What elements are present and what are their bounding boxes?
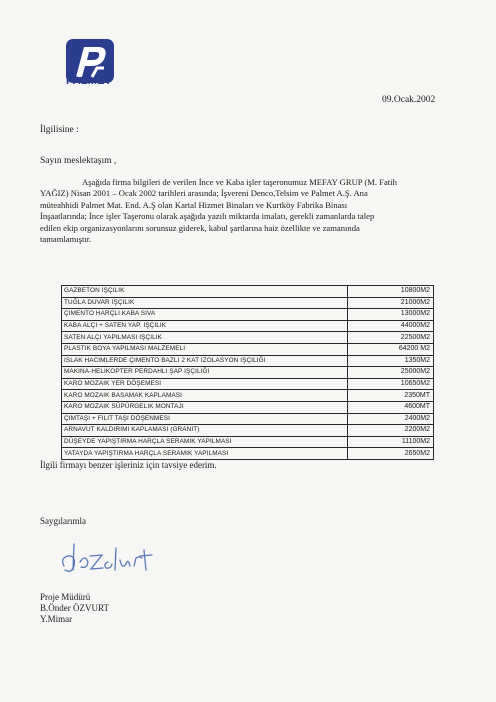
quantity-cell: 2650M2 [348, 448, 434, 460]
attention-line: İlgilisine : [40, 125, 79, 135]
table-row [62, 343, 434, 355]
signer-title: Proje Müdürü [40, 592, 91, 602]
quantity-cell: 64200 M2 [348, 343, 434, 355]
signer-role: Y.Mimar [40, 614, 73, 624]
work-item-cell: SATEN ALÇI YAPILMASI IŞÇILIK [62, 332, 348, 344]
work-item-cell: ARNAVUT KALDIRIMI KAPLAMASI (GRANIT) [62, 425, 348, 437]
work-item-cell: KARO MOZAIK SÜPÜRGELIK MONTAJI [62, 401, 348, 413]
table-row [62, 448, 434, 460]
table-row [62, 425, 434, 437]
work-item-cell: GAZBETON IŞÇILIK [62, 286, 348, 298]
work-item-cell: KARO MOZAIK YER DÖŞEMESI [62, 378, 348, 390]
quantity-cell: 13000M2 [348, 309, 434, 321]
work-item-cell: YATAYDA YAPIŞTIRMA HARÇLA SERAMIK YAPILMASI [62, 448, 348, 460]
work-item-cell: ÇIMENTO HARÇLI KABA SIVA [62, 309, 348, 321]
table-row [62, 401, 434, 413]
logo-wordmark: PALMET [66, 75, 112, 87]
work-item-cell: PLASTIK BOYA YAPILMASI MALZEMELI [62, 343, 348, 355]
quantity-cell: 11100M2 [348, 436, 434, 448]
salutation: Sayın meslektaşım , [40, 156, 117, 166]
quantity-cell: 10650M2 [348, 378, 434, 390]
quantity-cell: 2350MT [348, 390, 434, 402]
quantity-cell: 21000M2 [348, 297, 434, 309]
table-row [62, 390, 434, 402]
quantity-cell: 1350M2 [348, 355, 434, 367]
signer-name: B.Önder ÖZVURT [40, 603, 109, 613]
table-row [62, 367, 434, 379]
quantity-cell: 10800M2 [348, 286, 434, 298]
table-row [62, 297, 434, 309]
table-row [62, 286, 434, 298]
work-item-cell: ÇIMTAŞI + FILIT TAŞI DÖŞENMESI [62, 413, 348, 425]
work-quantities-table [61, 285, 434, 460]
table-row [62, 309, 434, 321]
body-line: edilen ekip organizasyonlarını sorunsuz giderek, kabul şartlarına haiz özellikte ve zamanında [40, 222, 360, 233]
body-line: Aşağıda firma bilgileri de verilen İnce ve Kaba işler taşeronumuz MEFAY GRUP (M. Fatih [82, 177, 397, 187]
table-row [62, 378, 434, 390]
work-item-cell: ISLAK HACIMLERDE ÇIMENTO BAZLI 2 KAT IZOLASYON IŞÇILIĞI [62, 355, 348, 367]
letter-body [40, 177, 445, 245]
work-item-cell: TUĞLA DUVAR IŞÇILIK [62, 297, 348, 309]
table-row [62, 355, 434, 367]
recommendation-text: İlgili firmayı benzer işleriniz için tavsiye ederim. [40, 460, 217, 470]
body-line: İnşaatlarında; İnce işler Taşeronu olarak aşağıda yazılı miktarda imalatı, gerekli zamanlarda talep [40, 211, 375, 222]
handwritten-signature [58, 540, 158, 580]
quantity-cell: 44000M2 [348, 320, 434, 332]
quantity-cell: 2400M2 [348, 413, 434, 425]
letter-date: 09.Ocak.2002 [382, 95, 436, 105]
closing-text: Saygılarımla [40, 516, 86, 526]
quantity-cell: 4600MT [348, 401, 434, 413]
quantity-cell: 25000M2 [348, 367, 434, 379]
table-row [62, 413, 434, 425]
work-item-cell: DÜŞEYDE YAPIŞTIRMA HARÇLA SERAMIK YAPILMASI [62, 436, 348, 448]
quantity-cell: 22500M2 [348, 332, 434, 344]
table-row [62, 320, 434, 332]
table-row [62, 332, 434, 344]
work-item-cell: KABA ALÇI + SATEN YAP. IŞÇILIK [62, 320, 348, 332]
table-row [62, 436, 434, 448]
body-line: YAĞIZ) Nisan 2001 – Ocak 2002 tarihleri arasında; İşvereni Denco,Telsim ve Palmet A.Ş. Ana [40, 188, 368, 199]
work-item-cell: MAKINA-HELIKOPTER PERDAHLI ŞAP IŞÇILIĞI [62, 367, 348, 379]
work-item-cell: KARO MOZAIK BASAMAK KAPLAMASI [62, 390, 348, 402]
quantity-cell: 2200M2 [348, 425, 434, 437]
signer-block [40, 592, 109, 625]
body-line: müteahhidi Palmet Mat. End. A.Ş olan Kartal Hizmet Binaları ve Kurtköy Fabrika Binası [40, 199, 348, 210]
body-line: tamamlamıştır. [40, 234, 92, 245]
